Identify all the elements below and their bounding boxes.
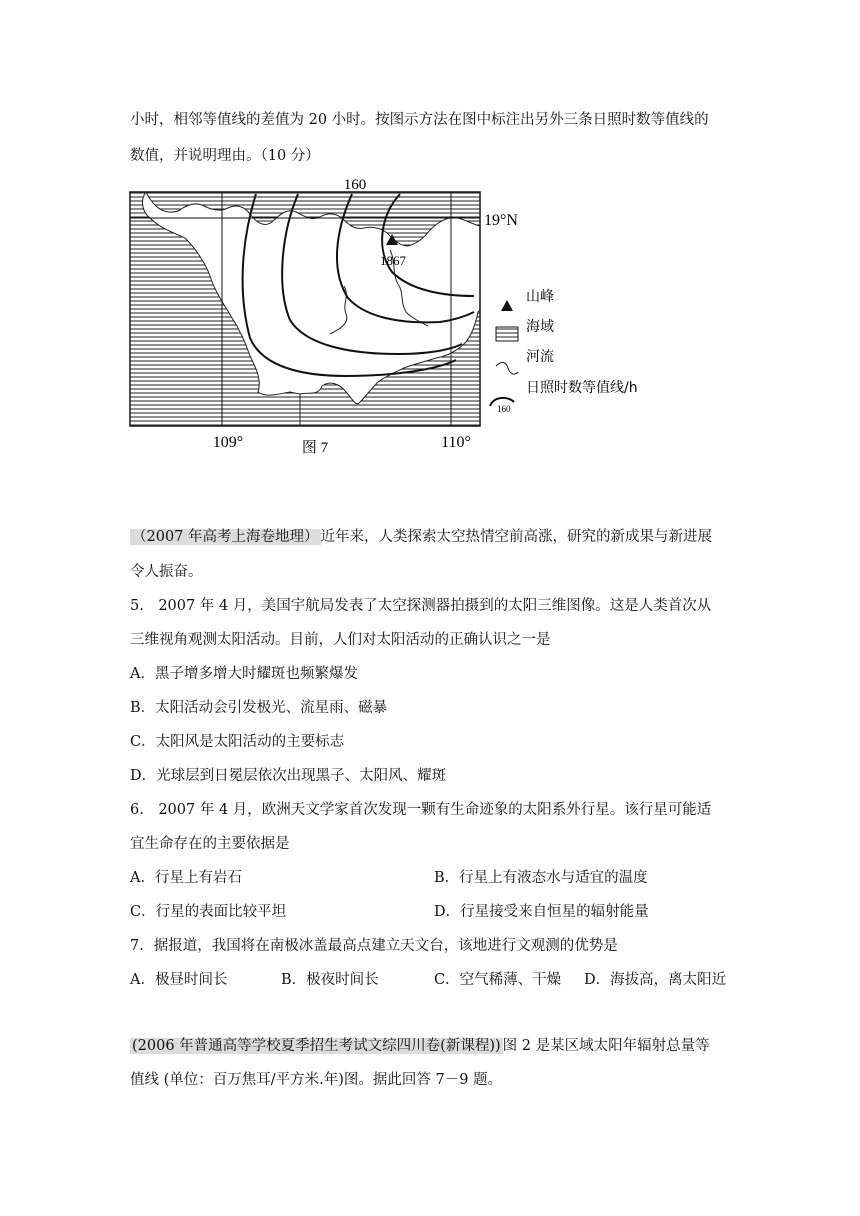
- section-1-intro-line-2: 令人振奋。: [130, 564, 203, 580]
- q5-option-a: A．黑子增多增大时耀斑也频繁爆发: [130, 666, 358, 682]
- section-2-source: (2006 年普通高等学校夏季招生考试文综四川卷(新课程)): [132, 1038, 501, 1054]
- q5-option-b: B．太阳活动会引发极光、流星雨、磁暴: [130, 700, 388, 716]
- section-1-intro: [130, 527, 712, 547]
- q6-option-d: D．行星接受来自恒星的辐射能量: [434, 904, 649, 920]
- q5-stem-line-2: 三维视角观测太阳活动。目前，人们对太阳活动的正确认识之一是: [130, 632, 551, 648]
- q7-option-d: D．海拔高，离太阳近: [584, 972, 727, 988]
- legend-peak-label: 山峰: [526, 289, 554, 305]
- q6-stem-line-2: 宜生命存在的主要依据是: [130, 836, 290, 852]
- q6-option-b: B．行星上有液态水与适宜的温度: [434, 870, 648, 886]
- section-1-intro-text: 近年来，人类探索太空热情空前高涨，研究的新成果与新进展: [320, 529, 713, 545]
- q7-option-b: B．极夜时间长: [281, 972, 379, 988]
- q6-stem-line-1: 6. 2007 年 4 月，欧洲天文学家首次发现一颗有生命迹象的太阳系外行星。该行星可能适: [130, 802, 712, 818]
- legend-isoline-sample-value: 160: [497, 404, 511, 414]
- legend-peak-icon: [501, 300, 513, 311]
- legend-river-label: 河流: [526, 349, 554, 365]
- legend-sea-label: 海域: [526, 319, 554, 335]
- section-1-source: （2007 年高考上海卷地理）: [132, 529, 319, 545]
- q7-option-a: A．极昼时间长: [130, 972, 228, 988]
- q7-stem: 7．据报道，我国将在南极冰盖最高点建立天文台，该地进行文观测的优势是: [130, 938, 618, 954]
- longitude-label-110: 110°: [441, 434, 471, 451]
- figure-7-map: [0, 0, 860, 470]
- section-2-intro-line-2: 值线 (单位：百万焦耳/平方米.年)图。据此回答 7－9 题。: [130, 1072, 503, 1088]
- q7-option-c: C．空气稀薄、干燥: [434, 972, 562, 988]
- legend-sea-swatch: [496, 327, 518, 341]
- q5-option-d: D．光球层到日冕层依次出现黑子、太阳风、耀斑: [130, 768, 447, 784]
- peak-elevation: 1867: [380, 253, 406, 268]
- intro-line-2: 数值，并说明理由。（10 分）: [130, 148, 320, 164]
- latitude-label: 19°N: [484, 212, 518, 229]
- q6-option-c: C．行星的表面比较平坦: [130, 904, 287, 920]
- section-2-intro: [130, 1036, 710, 1056]
- legend-isoline-label: 日照时数等值线/h: [526, 380, 638, 396]
- isoline-top-value: 160: [343, 177, 367, 193]
- legend-river-icon: [496, 362, 518, 374]
- figure-caption: 图 7: [301, 440, 329, 456]
- q5-option-c: C．太阳风是太阳活动的主要标志: [130, 734, 345, 750]
- intro-line-1: 小时，相邻等值线的差值为 20 小时。按图示方法在图中标注出另外三条日照时数等值线的: [130, 112, 709, 128]
- section-2-intro-text: 图 2 是某区域太阳年辐射总量等: [502, 1038, 710, 1054]
- q5-stem-line-1: 5. 2007 年 4 月，美国宇航局发表了太空探测器拍摄到的太阳三维图像。这是人类首次从: [130, 598, 712, 614]
- q6-option-a: A．行星上有岩石: [130, 870, 242, 886]
- longitude-label-109: 109°: [212, 434, 244, 451]
